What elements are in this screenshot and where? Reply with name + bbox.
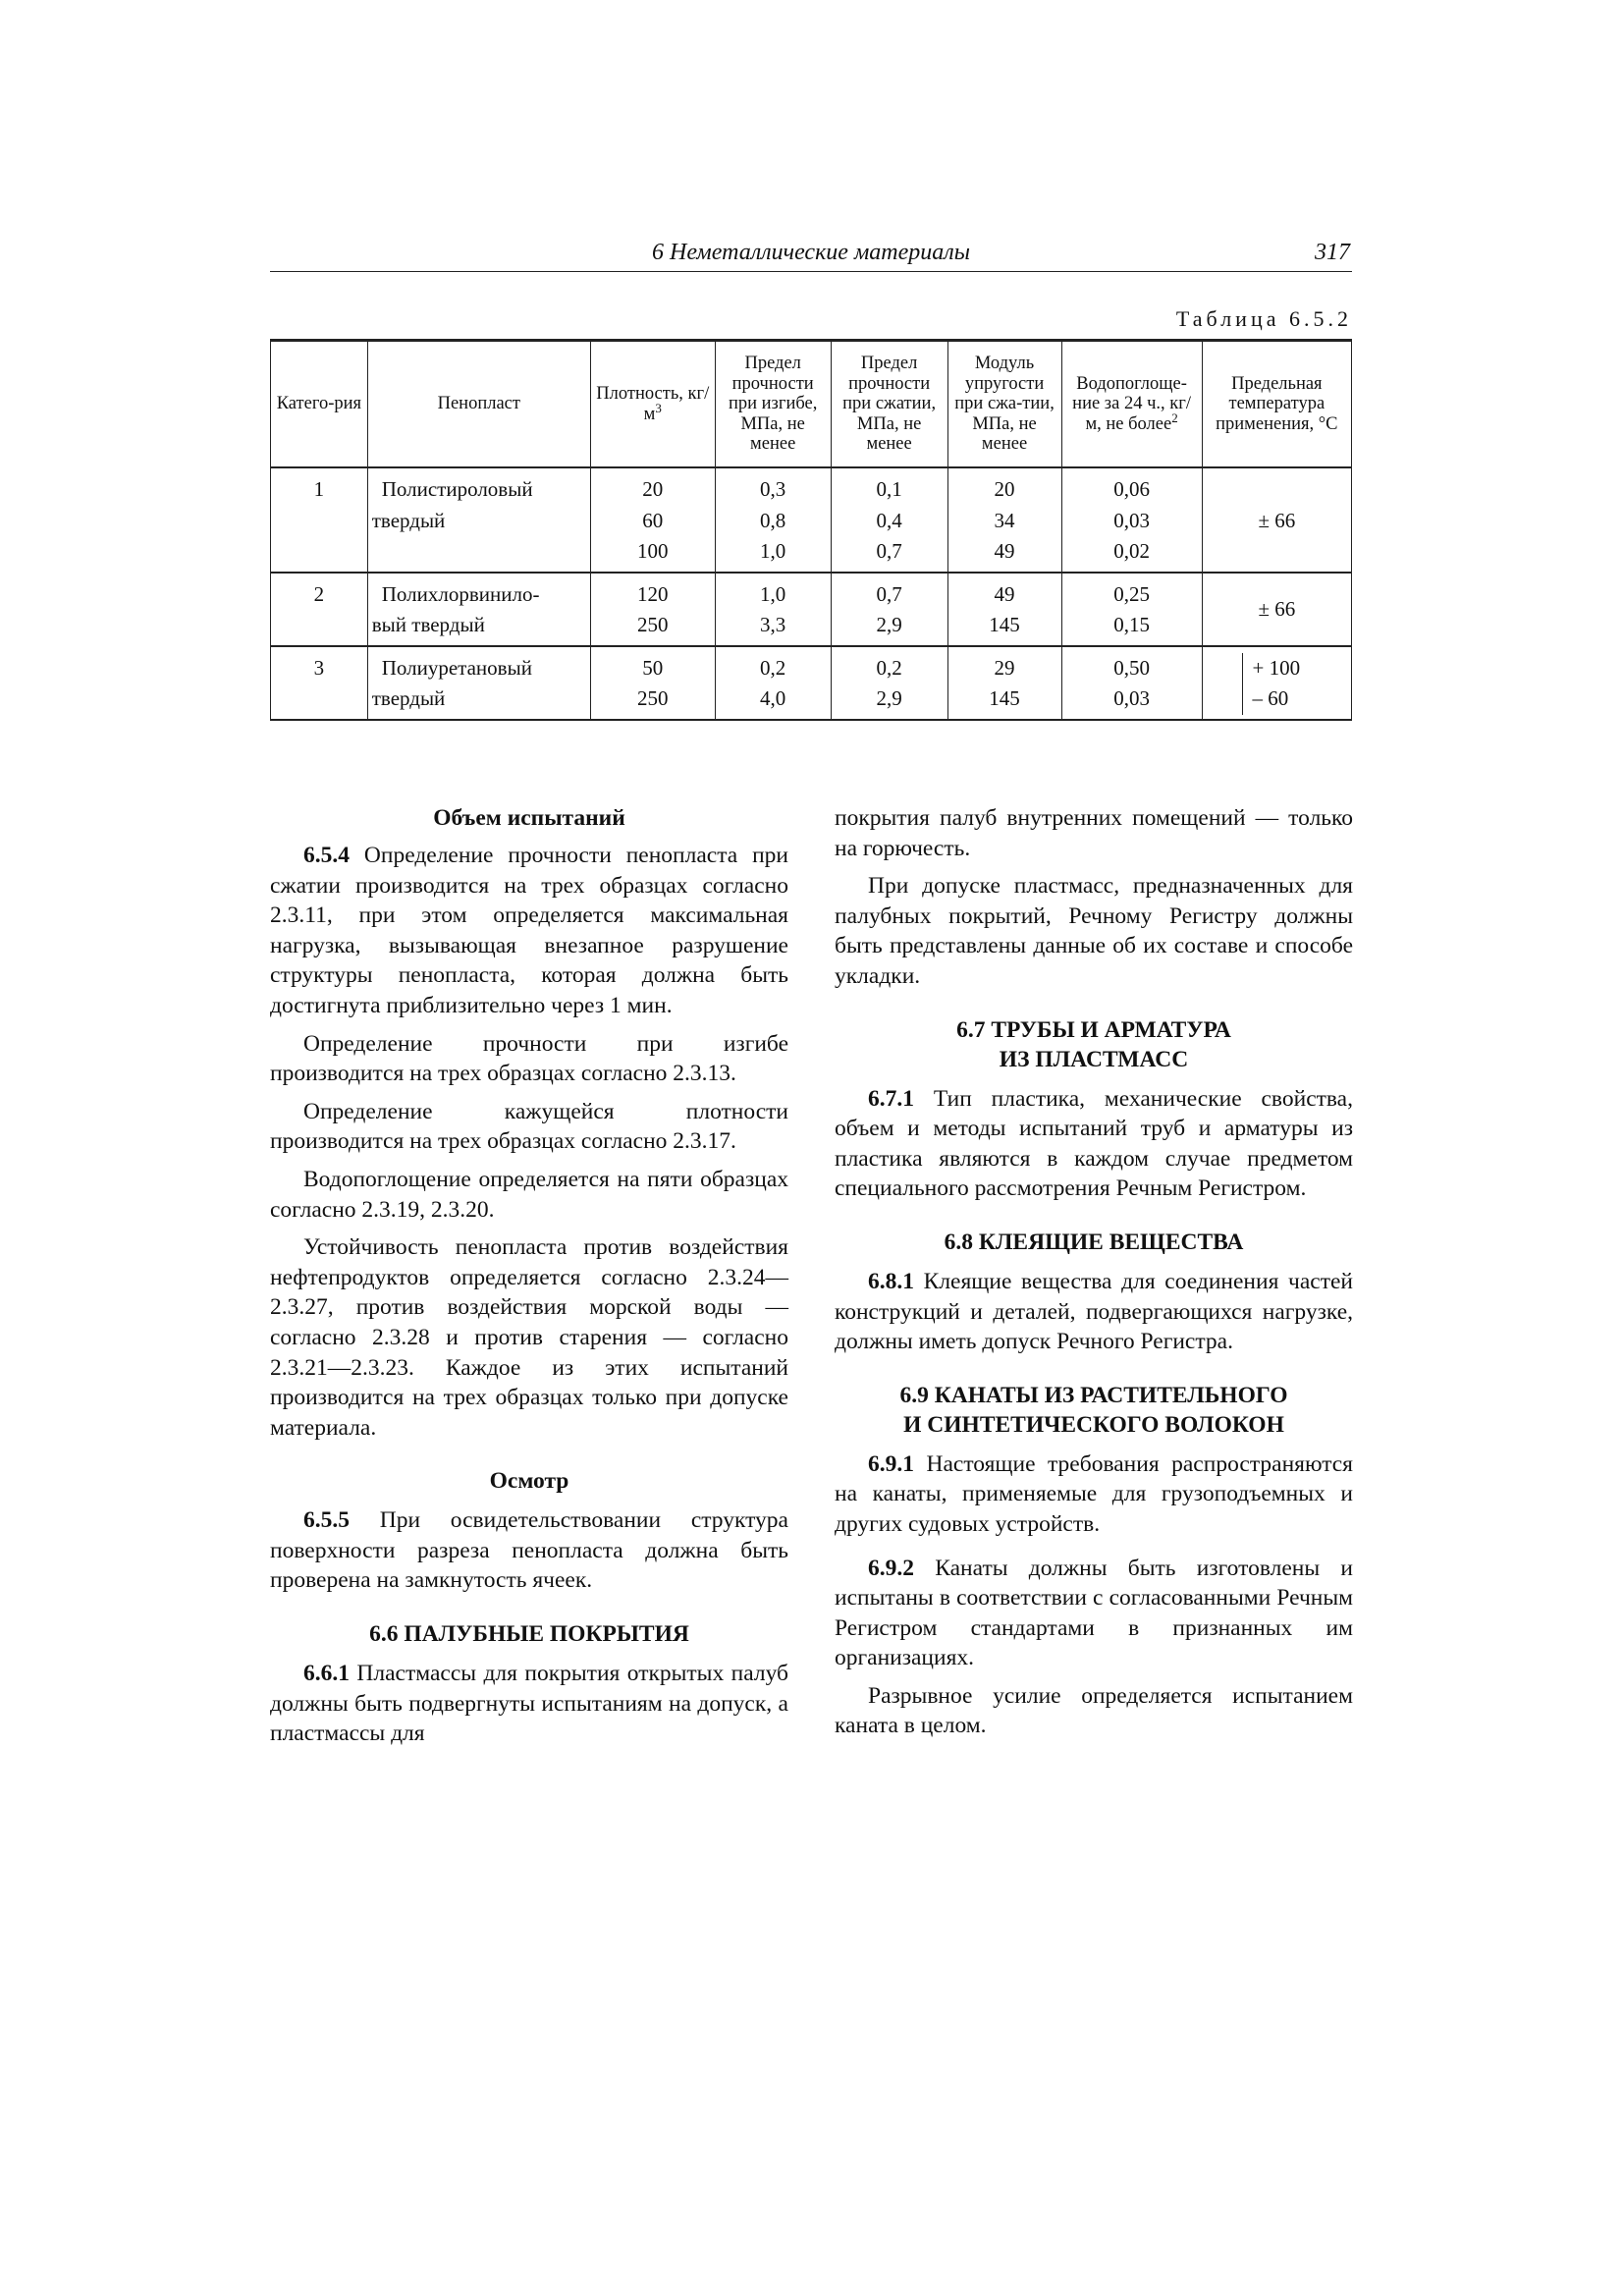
section-heading: 6.7 ТРУБЫ И АРМАТУРА ИЗ ПЛАСТМАСС [956, 1016, 1231, 1072]
col-header: Модуль упругости при сжа-тии, МПа, не менее [947, 341, 1061, 468]
section-heading: 6.9 КАНАТЫ ИЗ РАСТИТЕЛЬНОГО И СИНТЕТИЧЕСКОГО ВОЛОКОН [899, 1382, 1288, 1438]
page-number: 317 [1315, 240, 1350, 265]
left-column [270, 803, 788, 1757]
compress-cell: 0,7 2,9 [831, 573, 947, 646]
col-header: Предел прочности при сжатии, МПа, не менее [831, 341, 947, 468]
table-caption: Таблица 6.5.2 [1175, 306, 1352, 331]
section-heading: Осмотр [489, 1468, 569, 1495]
water-cell: 0,50 0,03 [1061, 646, 1202, 720]
col-header: Плотность, $кг/м^3$ [590, 341, 715, 468]
compress-cell: 0,1 0,4 0,7 [831, 467, 947, 573]
col-header: Предел прочности при изгибе, МПа, не менее [715, 341, 831, 468]
paragraph: Устойчивость пенопласта против воздействия нефтепродуктов определяется согласно 2.3.24—2.3.27, против воздействия морской воды — согласно 2.3.28 и против старения — согласно 2.3.21—2.3.23. Каждое из этих испытаний производится на трех образцах только при допуске материала. [270, 1234, 788, 1441]
paragraph: Определение кажущейся плотности производится на трех образцах согласно 2.3.17. [270, 1098, 788, 1155]
paragraph: 6.5.5 При освидетельствовании структура поверхности разреза пенопласта должна быть проверена на замкнутость ячеек. [270, 1507, 788, 1594]
modulus-cell: 29 145 [947, 646, 1061, 720]
temp-cell: + 100 – 60 [1202, 646, 1351, 720]
paragraph: 6.9.1 Настоящие требования распространяются на канаты, применяемые для грузоподъемных и других судовых устройств. [835, 1450, 1353, 1537]
modulus-cell: 49 145 [947, 573, 1061, 646]
paragraph: При допуске пластмасс, предназначенных для палубных покрытий, Речному Регистру должны быть представлены данные об их составе и способе укладки. [835, 873, 1353, 989]
density-cell: 120 250 [590, 573, 715, 646]
table-header-row [271, 341, 1352, 468]
right-column [835, 803, 1353, 1749]
paragraph: Разрывное усилие определяется испытанием каната в целом. [835, 1682, 1353, 1739]
bend-cell: 0,2 4,0 [715, 646, 831, 720]
density-cell: 50 250 [590, 646, 715, 720]
section-heading: Объем испытаний [433, 805, 625, 831]
table-row [271, 573, 1352, 646]
bend-cell: 1,0 3,3 [715, 573, 831, 646]
section-heading: 6.6 ПАЛУБНЫЕ ПОКРЫТИЯ [369, 1621, 689, 1648]
modulus-cell: 20 34 49 [947, 467, 1061, 573]
foam-name-cell: Полиуретановый твердый [367, 646, 590, 720]
compress-cell: 0,2 2,9 [831, 646, 947, 720]
col-header: Пенопласт [367, 341, 590, 468]
category-cell: 3 [271, 646, 368, 720]
temp-cell: ± 66 [1202, 573, 1351, 646]
water-cell: 0,06 0,03 0,02 [1061, 467, 1202, 573]
chapter-title: 6 Неметаллические материалы [652, 240, 970, 265]
col-header: Предельная температура применения, °C [1202, 341, 1351, 468]
col-header: Катего-рия [271, 341, 368, 468]
paragraph: 6.7.1 Тип пластика, механические свойства, объем и методы испытаний труб и арматуры из пластика являются в каждом случае предметом специального рассмотрения Речным Регистром. [835, 1085, 1353, 1202]
paragraph: Определение прочности при изгибе производится на трех образцах согласно 2.3.13. [270, 1030, 788, 1087]
paragraph: Водопоглощение определяется на пяти образцах согласно 2.3.19, 2.3.20. [270, 1166, 788, 1223]
paragraph: покрытия палуб внутренних помещений — только на горючесть. [835, 805, 1353, 861]
paragraph: 6.5.4 Определение прочности пенопласта при сжатии производится на трех образцах согласно 2.3.11, при этом определяется максимальная нагрузка, вызывающая внезапное разрушение структуры пенопласта, которая должна быть достигнута приблизительно через 1 мин. [270, 843, 788, 1018]
paragraph: 6.9.2 Канаты должны быть изготовлены и испытаны в соответствии с согласованными Речным Регистром стандартами в признанных им организациях. [835, 1555, 1353, 1671]
bend-cell: 0,3 0,8 1,0 [715, 467, 831, 573]
table-row [271, 646, 1352, 720]
water-cell: 0,25 0,15 [1061, 573, 1202, 646]
table-row [271, 467, 1352, 573]
col-header: Водопоглоще-ние за 24 ч., кг/м, не более$^2$ [1061, 341, 1202, 468]
paragraph: 6.8.1 Клеящие вещества для соединения частей конструкций и деталей, подвергающихся нагрузке, должны иметь допуск Речного Регистра. [835, 1268, 1353, 1355]
category-cell: 1 [271, 467, 368, 573]
density-cell: 20 60 100 [590, 467, 715, 573]
temp-cell: ± 66 [1202, 467, 1351, 573]
foam-name-cell: Полистироловый твердый [367, 467, 590, 573]
foam-name-cell: Полихлорвинило- вый твердый [367, 573, 590, 646]
foam-properties-table [270, 339, 1352, 721]
running-header [270, 240, 1352, 272]
section-heading: 6.8 КЛЕЯЩИЕ ВЕЩЕСТВА [944, 1229, 1244, 1255]
category-cell: 2 [271, 573, 368, 646]
paragraph: 6.6.1 Пластмассы для покрытия открытых палуб должны быть подвергнуты испытаниям на допуск, а пластмассы для [270, 1661, 788, 1747]
